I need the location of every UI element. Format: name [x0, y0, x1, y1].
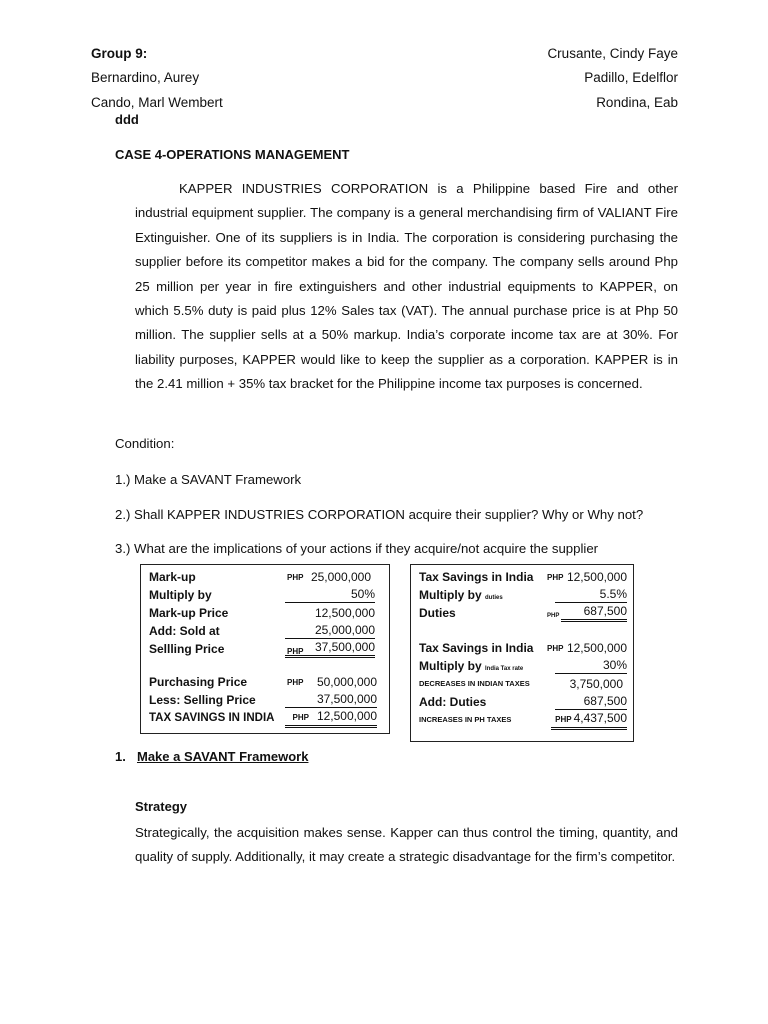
- row-label: Less: Selling Price: [149, 693, 256, 707]
- table-row: [411, 586, 633, 604]
- row-value: 12,500,000: [314, 606, 375, 620]
- row-label: Tax Savings in India: [419, 570, 534, 584]
- condition-label: Condition:: [115, 436, 175, 451]
- table-row: [141, 691, 389, 709]
- strategy-paragraph: Strategically, the acquisition makes sense. Kapper can thus control the timing, quantity, and quality of supply. Additionally, it may create a strategic disadvantage for the firm’s competitor.: [135, 825, 678, 865]
- case-title: CASE 4-OPERATIONS MANAGEMENT: [115, 147, 350, 162]
- row-label: Sellling Price: [149, 642, 225, 656]
- condition-item: 1.) Make a SAVANT Framework: [115, 472, 302, 487]
- table-row: [141, 622, 389, 640]
- table-row: [411, 639, 633, 657]
- currency-label: PHP: [287, 647, 304, 656]
- currency-label: PHP: [292, 713, 309, 722]
- intro-paragraph: KAPPER INDUSTRIES CORPORATION is a Philippine based Fire and other industrial equipment supplier. The company is a general merchandising firm of VALIANT Fire Extinguisher. One of its suppliers is in India. The corporation is considering purchasing the supplier before its competitor makes a bid for the company. The company sells around Php 25 million per year in fire extinguishers and other industrial equipments to KAPPER, on which 5.5% duty is paid plus 12% Sales tax (VAT). The annual purchase price is at Php 50 million. The supplier sells at a 50% markup. India’s corporate income tax are at 30%. For liability purposes, KAPPER would like to keep the supplier as a corporation. KAPPER is in the 2.41 million + 35% tax bracket for the Philippine income tax purposes is concerned.: [135, 181, 678, 392]
- condition-item: 3.) What are the implications of your actions if they acquire/not acquire the supplier: [115, 541, 599, 556]
- row-label-text: Multiply by: [419, 659, 482, 673]
- member-name: Crusante, Cindy Faye: [547, 46, 678, 61]
- table-row: [411, 568, 633, 586]
- row-label: Mark-up: [149, 570, 196, 584]
- table-row: [411, 711, 633, 729]
- row-note: India Tax rate: [485, 666, 524, 672]
- member-name: Bernardino, Aurey: [91, 70, 200, 85]
- table-row: [141, 640, 389, 658]
- row-label-text: Multiply by: [419, 588, 482, 602]
- row-value: 50,000,000: [316, 675, 377, 689]
- currency-label: PHP: [287, 678, 304, 687]
- row-value: [551, 711, 627, 730]
- member-name: Rondina, Eab: [596, 95, 678, 110]
- row-amount: 12,500,000: [316, 709, 377, 723]
- group-label: Group 9:: [91, 46, 148, 61]
- row-label: Multiply by: [149, 588, 212, 602]
- table-row: [141, 586, 389, 604]
- condition-item: 2.) Shall KAPPER INDUSTRIES CORPORATION acquire their supplier? Why or Why not?: [115, 507, 644, 522]
- row-value: 3,750,000: [569, 677, 623, 691]
- table-row: [411, 693, 633, 711]
- row-note: duties: [485, 595, 503, 601]
- currency-label: PHP: [547, 613, 560, 619]
- row-amount: 4,437,500: [573, 711, 627, 725]
- row-label: Add: Duties: [419, 695, 487, 709]
- table-row: [411, 657, 633, 675]
- row-label: Tax Savings in India: [419, 641, 534, 655]
- currency-label: PHP: [547, 573, 564, 582]
- row-label: Duties: [419, 606, 456, 620]
- ddd-text: ddd: [115, 112, 139, 127]
- member-name: Cando, Marl Wembert: [91, 95, 223, 110]
- table-row: [141, 604, 389, 622]
- row-value: 687,500: [561, 604, 627, 622]
- row-label: Add: Sold at: [149, 624, 220, 638]
- currency-label: PHP: [555, 715, 572, 724]
- row-value: 687,500: [555, 693, 627, 710]
- row-value: 37,500,000: [285, 640, 375, 658]
- currency-label: PHP: [547, 644, 564, 653]
- table-row: [411, 675, 633, 693]
- row-value: 30%: [555, 657, 627, 674]
- section-title: Make a SAVANT Framework: [137, 749, 309, 764]
- row-label: INCREASES IN PH TAXES: [419, 715, 512, 724]
- table-row: [141, 709, 389, 727]
- strategy-heading: Strategy: [135, 799, 188, 814]
- row-value: 5.5%: [555, 586, 627, 603]
- row-value: 50%: [285, 586, 375, 603]
- table-row: [411, 604, 633, 622]
- table-row: [141, 568, 389, 586]
- table-row: [141, 673, 389, 691]
- member-name: Padillo, Edelflor: [584, 70, 678, 85]
- section-heading: [115, 749, 308, 764]
- row-label: TAX SAVINGS IN INDIA: [149, 712, 275, 724]
- row-value: [285, 709, 377, 728]
- section-number: 1.: [115, 749, 126, 764]
- row-value: 25,000,000: [310, 570, 371, 584]
- row-value: 12,500,000: [566, 570, 627, 584]
- row-value: 12,500,000: [566, 641, 627, 655]
- row-label: Purchasing Price: [149, 675, 248, 689]
- tax-computation-table: [410, 564, 634, 742]
- row-label: Mark-up Price: [149, 606, 229, 620]
- currency-label: PHP: [287, 573, 304, 582]
- row-value: 25,000,000: [285, 622, 375, 639]
- row-label: DECREASES IN INDIAN TAXES: [419, 679, 530, 688]
- row-value: 37,500,000: [285, 691, 377, 708]
- markup-computation-table: [140, 564, 390, 734]
